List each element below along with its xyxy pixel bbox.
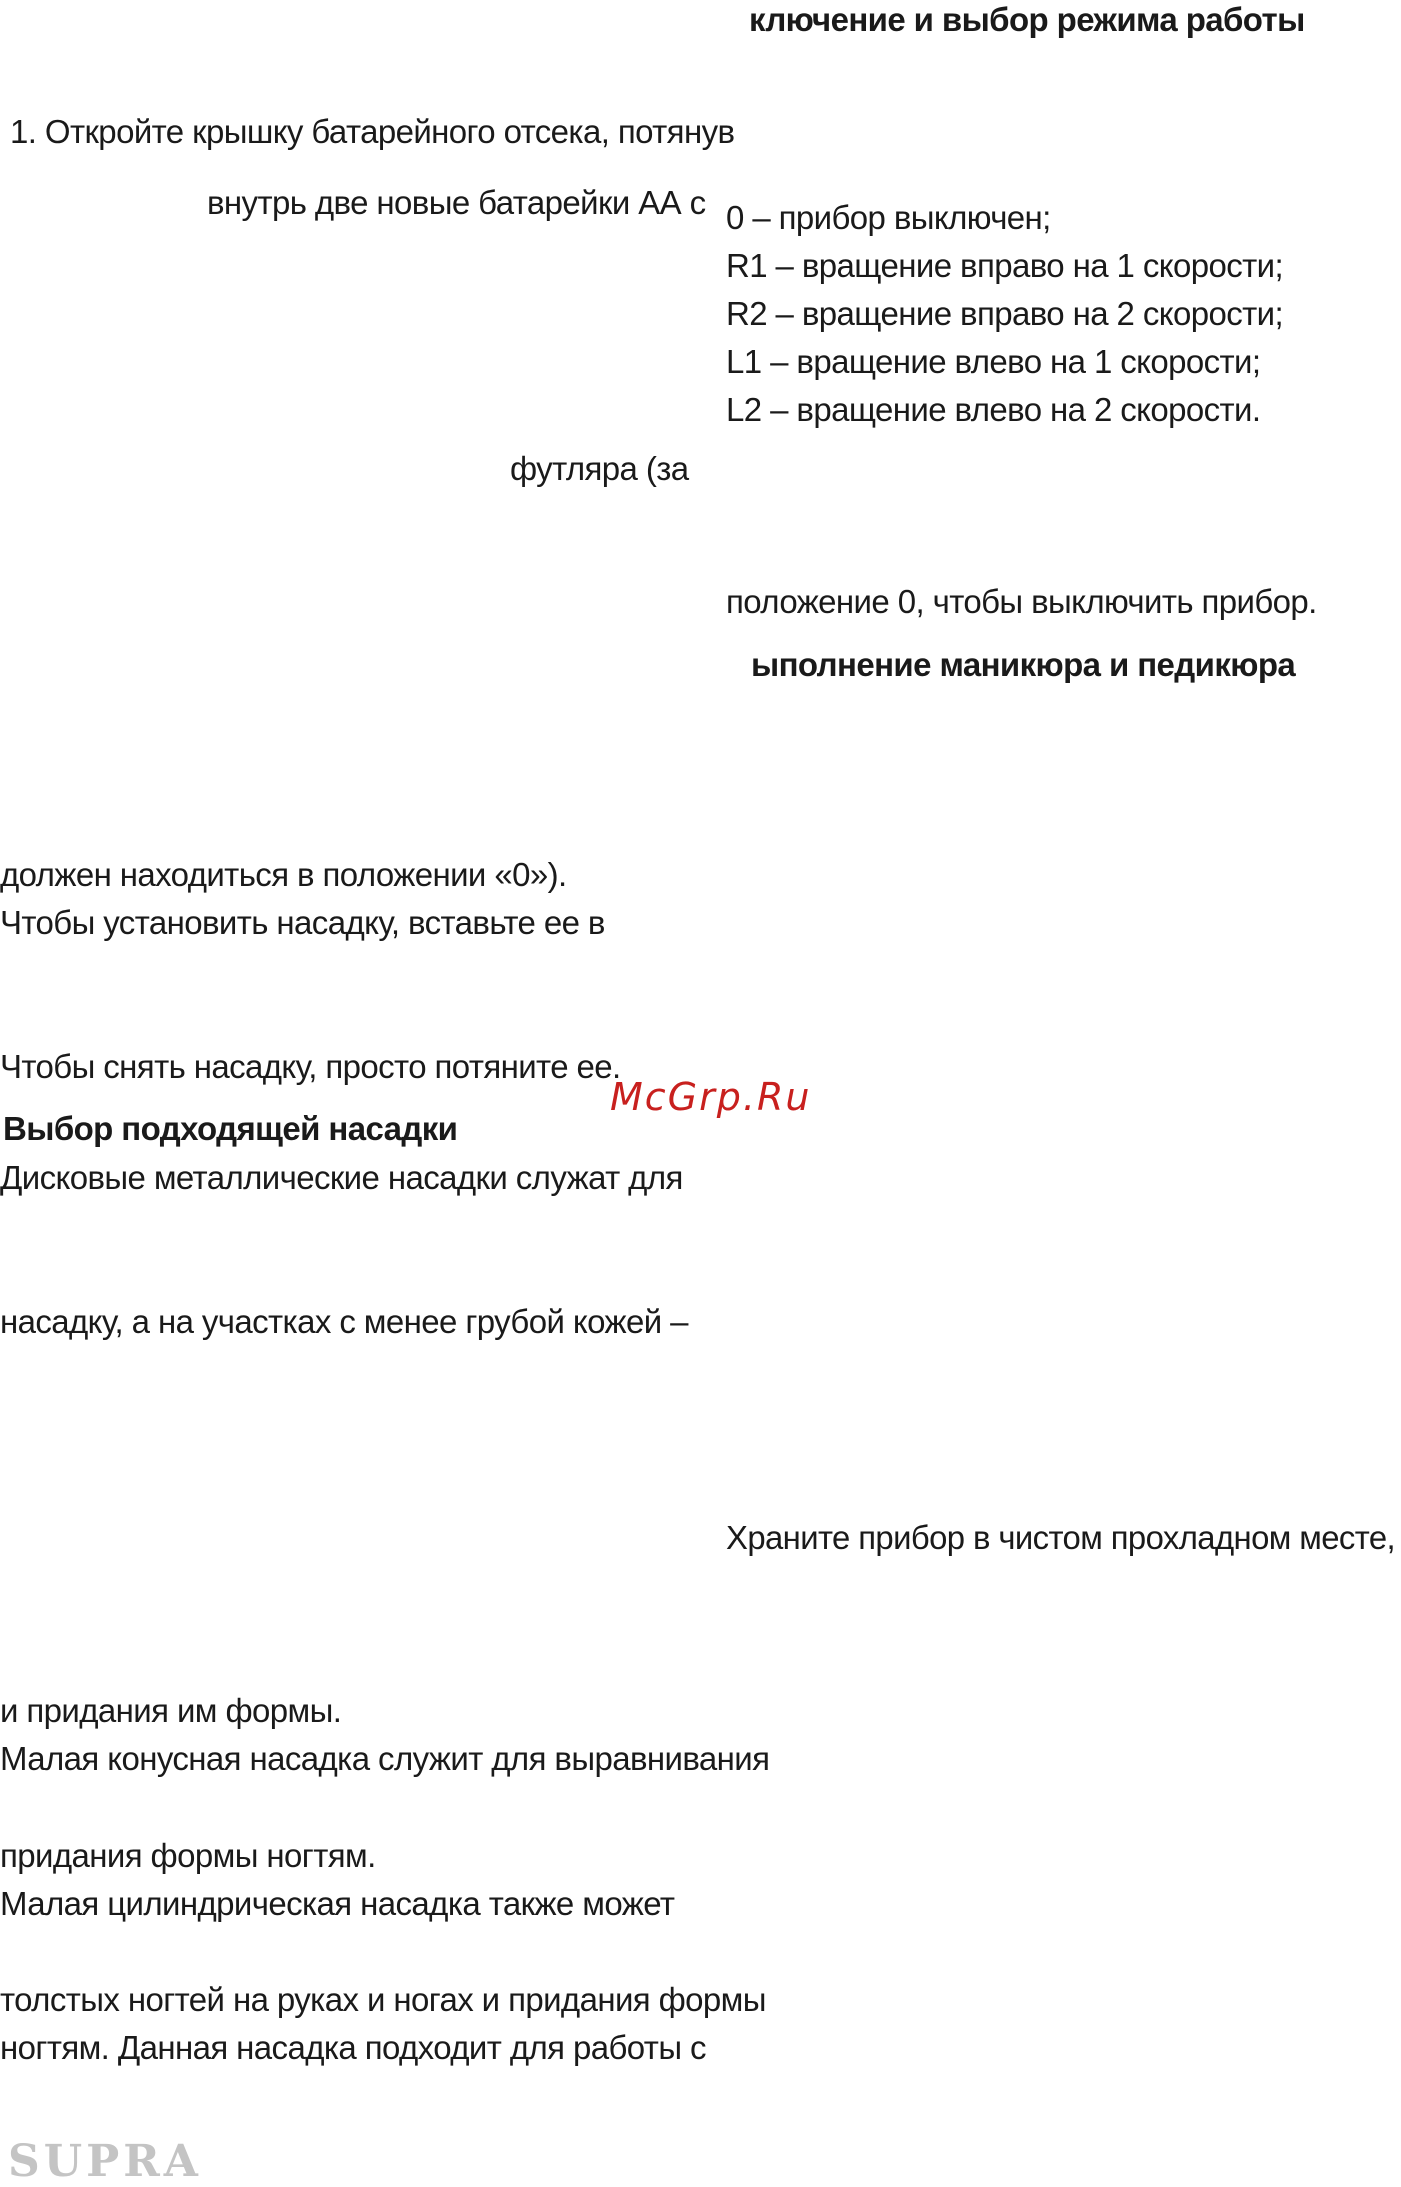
remove-nozzle-text: Чтобы снять насадку, просто потяните ее. xyxy=(0,1048,621,1085)
mode-item-r1: R1 – вращение вправо на 1 скорости; xyxy=(726,247,1284,284)
section-heading-manicure: ыполнение маникюра и педикюра xyxy=(751,646,1296,683)
turn-off-text: положение 0, чтобы выключить прибор. xyxy=(726,583,1317,620)
thick-nails-line2: ногтям. Данная насадка подходит для работы с xyxy=(0,2029,706,2066)
small-cone-line1: Малая конусная насадка служит для выравнивания xyxy=(0,1740,770,1777)
disc-nozzles-text: Дисковые металлические насадки служат для xyxy=(0,1159,683,1196)
small-cylinder-line1: Малая цилиндрическая насадка также может xyxy=(0,1885,675,1922)
mode-item-l2: L2 – вращение влево на 2 скорости. xyxy=(726,391,1261,428)
nail-shape-text: и придания им формы. xyxy=(0,1692,342,1729)
mode-item-r2: R2 – вращение вправо на 2 скорости; xyxy=(726,295,1284,332)
switch-position-note: должен находиться в положении «0»). xyxy=(0,856,567,893)
mode-item-0: 0 – прибор выключен; xyxy=(726,199,1051,236)
step1-line2: внутрь две новые батарейки АА с xyxy=(207,184,706,221)
section-heading-power-mode: ключение и выбор режима работы xyxy=(749,1,1305,38)
supra-logo: SUPRA xyxy=(8,2136,202,2187)
case-fragment: футляра (за xyxy=(510,450,689,487)
thick-nails-line1: толстых ногтей на руках и ногах и придания формы xyxy=(0,1981,766,2018)
rough-skin-text: насадку, а на участках с менее грубой кожей – xyxy=(0,1303,688,1340)
mode-item-l1: L1 – вращение влево на 1 скорости; xyxy=(726,343,1261,380)
watermark: McGrp.Ru xyxy=(610,1075,812,1119)
small-cone-line2: придания формы ногтям. xyxy=(0,1837,376,1874)
step1-line1: 1. Откройте крышку батарейного отсека, потянув xyxy=(10,113,735,150)
install-nozzle-text: Чтобы установить насадку, вставьте ее в xyxy=(0,904,605,941)
storage-text: Храните прибор в чистом прохладном месте, xyxy=(726,1519,1396,1556)
choose-nozzle-heading: Выбор подходящей насадки xyxy=(3,1110,458,1147)
